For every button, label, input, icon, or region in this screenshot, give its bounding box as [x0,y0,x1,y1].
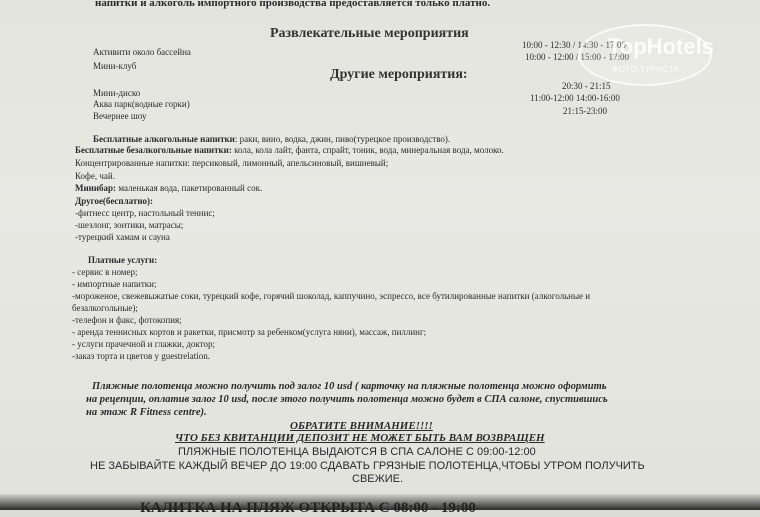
entertainment-item-label: Активити около бассейна [93,47,191,57]
other-free-item: -турецкий хамам и сауна [75,232,170,242]
evening-return-notice: НЕ ЗАБЫВАЙТЕ КАЖДЫЙ ВЕЧЕР ДО 19:00 СДАВАТЬ ГРЯЗНЫЕ ПОЛОТЕНЦА,ЧТОБЫ УТРОМ ПОЛУЧИТЬ [90,460,645,472]
paid-item: -телефон и факс, фотокопия; [72,315,182,325]
other-item-label: Вечернее шоу [93,111,147,121]
concentrated-drinks: Концентрированные напитки: персиковый, лимонный, апельсиновый, вишневый; [75,158,389,168]
other-item-label: Мини-диско [93,88,141,98]
entertainment-item-time: 10:00 - 12:30 / 14:30 - 17:00 [522,40,626,50]
entertainment-item-time: 10:00 - 12:00 / 15:00 - 17:00 [525,52,629,62]
free-alcohol-line [93,134,450,144]
paid-item: - импортные напитки; [72,279,157,289]
entertainment-item-label: Мини-клуб [93,61,137,71]
paid-heading: Платные услуги: [88,255,158,265]
deposit-notice: ЧТО БЕЗ КВИТАНЦИИ ДЕПОЗИТ НЕ МОЖЕТ БЫТЬ ВАМ ВОЗВРАЩЕН [175,432,545,444]
minibar-line [75,183,262,193]
entertainment-heading: Развлекательные мероприятия [270,26,469,41]
watermark-subtitle: ФОТО ТУРИСТА [612,65,680,74]
other-heading: Другие мероприятия: [330,67,468,82]
towels-line: Пляжные полотенца можно получить под залог 10 usd ( карточку на пляжные полотенца можно оформить [92,381,607,392]
other-free-label: Другое(бесплатно): [75,196,154,206]
free-alcohol-label: Бесплатные алкогольные напитки [93,134,235,144]
towels-line: на рецепции, оплатив залог 10 usd, после этого получить полотенца можно будет в СПА салоне, спустившись [86,394,608,405]
top-cut-text: напитки и алкоголь импортного производства предоставляется только платно. [95,0,491,9]
spa-towel-hours: ПЛЯЖНЫЕ ПОЛОТЕНЦА ВЫДАЮТСЯ В СПА САЛОНЕ С 09:00-12:00 [178,446,536,458]
other-item-time: 11:00-12:00 14:00-16:00 [530,93,620,103]
other-item-time: 21:15-23:00 [563,106,607,116]
minibar-text: маленькая вода, пакетированный сок. [116,183,263,193]
paid-item: - услуги прачечной и глажки, доктор; [72,339,215,349]
free-alcohol-text: : раки, вино, водка, джин, пиво(турецкое производство). [234,134,451,144]
paid-item: безалкогольные); [72,303,138,313]
coffee-tea: Кофе, чай. [75,171,115,181]
paid-item: - сервис в номер; [72,267,138,277]
bottom-cut-text: КАЛИТКА НА ПЛЯЖ ОТКРЫТА С 08:00 - 19:00 [140,500,476,516]
free-nonalcohol-line [75,145,504,155]
paid-item: -заказ торта и цветов у guestrelation. [72,351,210,361]
other-item-label: Аква парк(водные горки) [93,99,190,109]
minibar-label: Минибар: [75,183,117,193]
free-nonalcohol-text: кола, кола лайт, фанта, спрайт, тоник, вода, минеральная вода, молоко. [231,145,504,155]
watermark-logo: TopHotels [608,34,714,59]
towels-line: на этаж R Fitness centre). [86,407,207,418]
attention-notice: ОБРАТИТЕ ВНИМАНИЕ!!!! [290,420,433,432]
other-free-item: -шезлонг, зонтики, матрасы; [75,220,184,230]
paid-item: - аренда теннисных кортов и ракетки, присмотр за ребенком(услуга няни), массаж, пиллинг; [72,327,427,337]
free-nonalcohol-label: Бесплатные безалкогольные напитки: [75,145,232,155]
other-item-time: 20:30 - 21:15 [562,81,611,91]
evening-return-notice-end: СВЕЖИЕ. [352,473,404,485]
other-free-item: -фитнесс центр, настольный теннис; [75,208,215,218]
paid-item: -мороженое, свежевыжатые соки, турецкий кофе, горячий шоколад, каппучино, эспрессо, все бутилированные напитки (алкогольные и [72,291,591,301]
